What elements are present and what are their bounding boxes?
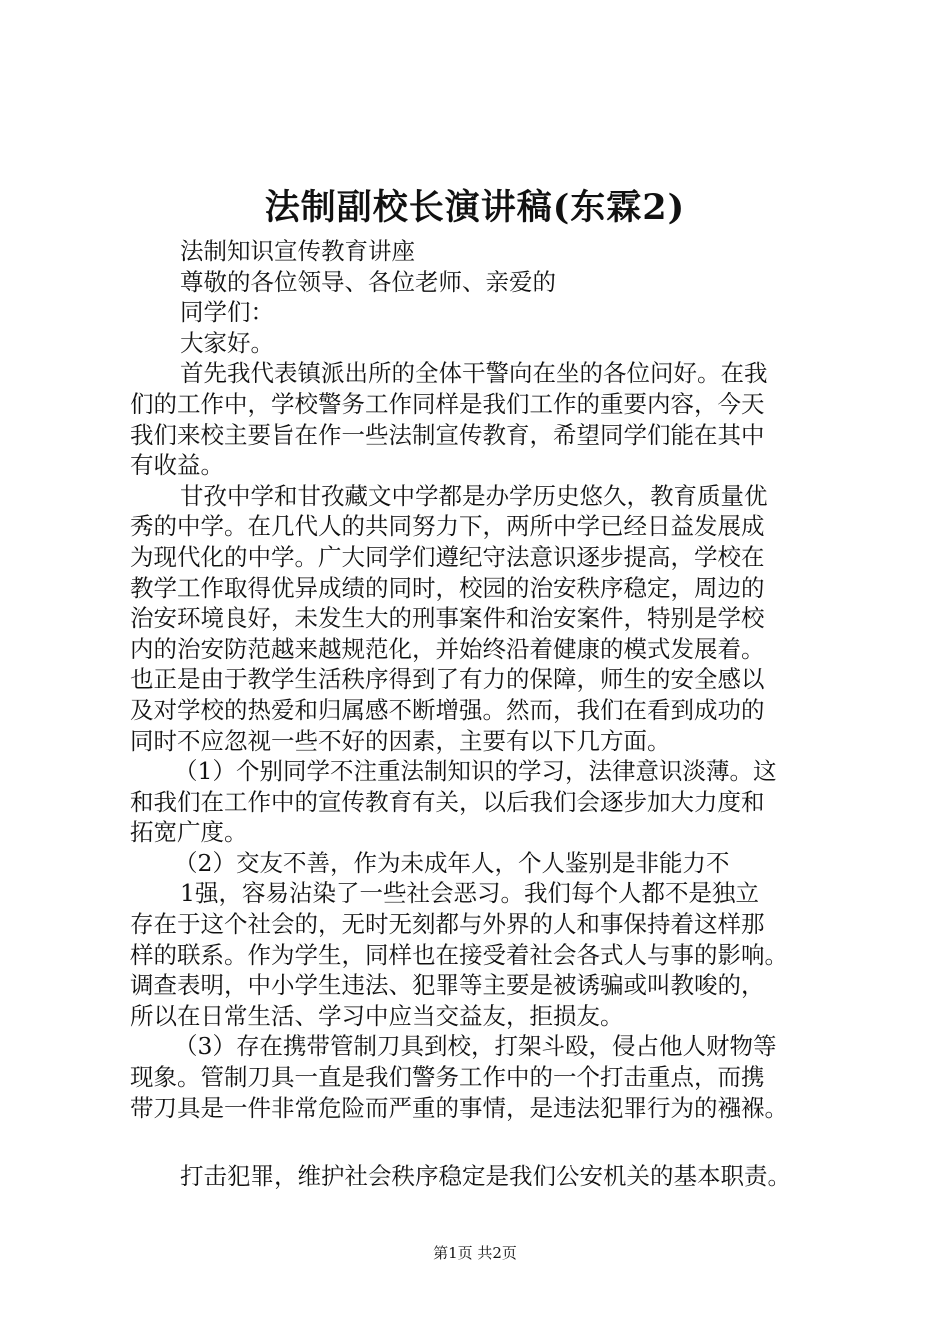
paragraph-line: 秀的中学。在几代人的共同努力下，两所中学已经日益发展成 xyxy=(130,512,765,541)
greeting-line: 大家好。 xyxy=(180,328,274,357)
paragraph-line: 内的治安防范越来越规范化，并始终沿着健康的模式发展着。 xyxy=(130,634,765,663)
paragraph-line: 有收益。 xyxy=(130,451,224,480)
paragraph-line: 拓宽广度。 xyxy=(130,818,248,847)
document-title: 法制副校长演讲稿(东霖2) xyxy=(264,187,686,228)
paragraph-line: 我们来校主要旨在作一些法制宣传教育，希望同学们能在其中 xyxy=(130,420,765,449)
paragraph-line: 所以在日常生活、学习中应当交益友，拒损友。 xyxy=(130,1001,624,1030)
paragraph-line: 也正是由于教学生活秩序得到了有力的保障，师生的安全感以 xyxy=(130,665,765,694)
list-item-line: （3）存在携带管制刀具到校，打架斗殴，侵占他人财物等 xyxy=(174,1032,777,1061)
paragraph-line: 打击犯罪，维护社会秩序稳定是我们公安机关的基本职责。 xyxy=(180,1162,791,1191)
paragraph-line: 首先我代表镇派出所的全体干警向在坐的各位问好。在我 xyxy=(180,359,768,388)
document-body xyxy=(130,236,850,1192)
paragraph-line: 同时不应忽视一些不好的因素，主要有以下几方面。 xyxy=(130,726,671,755)
paragraph-line: 现象。管制刀具一直是我们警务工作中的一个打击重点，而携 xyxy=(130,1063,765,1092)
paragraph-line: 1强，容易沾染了一些社会恶习。我们每个人都不是独立 xyxy=(180,879,759,908)
paragraph-line: 治安环境良好，未发生大的刑事案件和治安案件，特别是学校 xyxy=(130,604,765,633)
paragraph-line: 带刀具是一件非常危险而严重的事情，是违法犯罪行为的襁褓。 xyxy=(130,1093,788,1122)
paragraph-line: 调查表明，中小学生违法、犯罪等主要是被诱骗或叫教唆的， xyxy=(130,971,765,1000)
paragraph-line: 和我们在工作中的宣传教育有关，以后我们会逐步加大力度和 xyxy=(130,787,765,816)
paragraph-gap xyxy=(130,1123,850,1161)
paragraph-line: 们的工作中，学校警务工作同样是我们工作的重要内容，今天 xyxy=(130,389,765,418)
paragraph-line: 甘孜中学和甘孜藏文中学都是办学历史悠久，教育质量优 xyxy=(180,481,768,510)
salutation-line: 同学们： xyxy=(180,298,274,327)
list-item-line: （2）交友不善，作为未成年人，个人鉴别是非能力不 xyxy=(174,848,730,877)
paragraph-line: 为现代化的中学。广大同学们遵纪守法意识逐步提高，学校在 xyxy=(130,542,765,571)
paragraph-line: 存在于这个社会的，无时无刻都与外界的人和事保持着这样那 xyxy=(130,910,765,939)
paragraph-line: 样的联系。作为学生，同样也在接受着社会各式人与事的影响。 xyxy=(130,940,788,969)
list-item-line: （1）个别同学不注重法制知识的学习，法律意识淡薄。这 xyxy=(174,757,777,786)
salutation-line: 尊敬的各位领导、各位老师、亲爱的 xyxy=(180,267,556,296)
paragraph-line: 及对学校的热爱和归属感不断增强。然而，我们在看到成功的 xyxy=(130,695,765,724)
subtitle-line: 法制知识宣传教育讲座 xyxy=(180,237,415,265)
paragraph-line: 教学工作取得优异成绩的同时，校园的治安秩序稳定，周边的 xyxy=(130,573,765,602)
page-footer: 第1页 共2页 xyxy=(433,1244,517,1262)
